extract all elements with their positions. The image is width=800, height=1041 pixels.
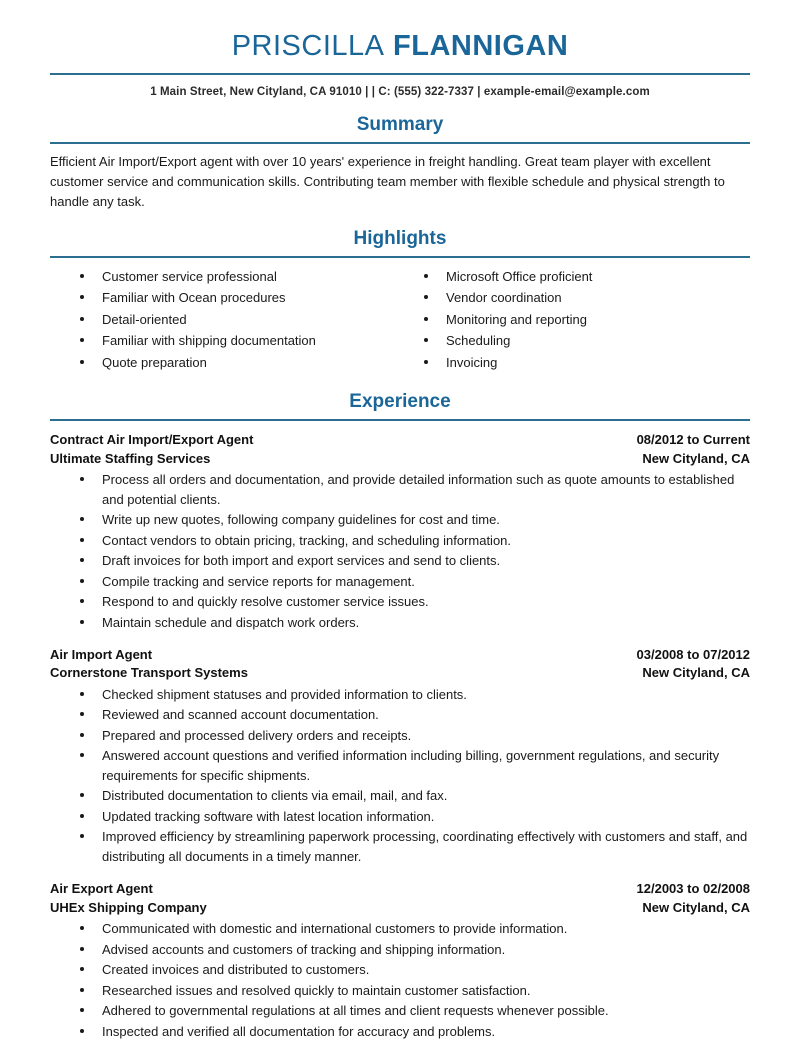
summary-text: Efficient Air Import/Export agent with over 10 years' experience in freight handling. Great team player with excellent customer service and communication skills. Contributing team member with flexible schedule and physical strength to handle any task. (50, 154, 725, 209)
job-responsibility (78, 827, 750, 866)
job-responsibility (78, 786, 750, 806)
job-title: Air Import Agent (50, 647, 153, 662)
job-responsibility-text: Draft invoices for both import and export services and send to clients. (102, 553, 501, 568)
bullet-icon (424, 274, 428, 278)
job-responsibility-text: Write up new quotes, following company guidelines for cost and time. (102, 512, 500, 527)
job-responsibility-text: Process all orders and documentation, and provide detailed information such as quote amounts to established and potential clients. (102, 472, 735, 507)
job-responsibility-text: Maintain schedule and dispatch work orders. (102, 614, 360, 630)
highlight-item-text: Detail-oriented (102, 311, 187, 327)
job-location: New Cityland, CA (642, 450, 750, 466)
highlight-item (422, 311, 750, 329)
job-responsibility (78, 685, 750, 705)
job-company-row (50, 899, 750, 917)
job-dates: 12/2003 to 02/2008 (636, 881, 750, 897)
job-responsibility-list (50, 685, 750, 867)
job-responsibility (78, 726, 750, 746)
highlight-item (78, 311, 400, 329)
job-responsibility-text: Respond to and quickly resolve customer service issues. (102, 594, 429, 609)
job-responsibility-text: Communicated with domestic and international customers to provide information. (102, 921, 568, 937)
bullet-icon (424, 338, 428, 342)
bullet-icon (80, 988, 84, 992)
job-responsibility-text: Created invoices and distributed to customers. (102, 962, 370, 978)
job-title-row (50, 646, 750, 664)
highlight-item-text: Microsoft Office proficient (446, 268, 593, 284)
bullet-icon (80, 793, 84, 797)
highlight-item (422, 289, 750, 307)
job-responsibility (78, 960, 750, 980)
highlight-item-text: Quote preparation (102, 354, 207, 370)
bullet-icon (80, 599, 84, 603)
section-title-summary: Summary (356, 114, 444, 136)
contact-info: 1 Main Street, New Cityland, CA 91010 | | C: (555) 322-7337 | example-email@example.com (150, 86, 650, 99)
job-dates: 03/2008 to 07/2012 (636, 647, 750, 662)
bullet-icon (80, 692, 84, 696)
job-company: UHEx Shipping Company (50, 899, 207, 915)
highlight-item (422, 268, 750, 286)
bullet-icon (80, 295, 84, 299)
highlights-list-right (422, 268, 750, 372)
bullet-icon (80, 753, 84, 757)
job-location: New Cityland, CA (642, 665, 750, 681)
job-responsibility (78, 510, 750, 530)
job-company: Ultimate Staffing Services (50, 450, 211, 466)
bullet-icon (80, 967, 84, 971)
bullet-icon (80, 538, 84, 542)
bullet-icon (80, 517, 84, 521)
highlight-item-text: Monitoring and reporting (446, 311, 587, 327)
job-dates: 08/2012 to Current (636, 432, 750, 448)
highlights-list-left (78, 268, 400, 372)
highlights-column-right (400, 268, 750, 376)
job-responsibility-text: Contact vendors to obtain pricing, tracking, and scheduling information. (102, 532, 512, 548)
highlight-item-text: Familiar with Ocean procedures (102, 290, 286, 306)
job-responsibility (78, 572, 750, 592)
job-location: New Cityland, CA (642, 899, 750, 915)
job-responsibility (78, 1022, 750, 1041)
highlight-item-text: Vendor coordination (446, 290, 562, 306)
job-company: Cornerstone Transport Systems (50, 665, 248, 681)
section-highlights (50, 228, 750, 376)
job-responsibility-list (50, 919, 750, 1041)
highlight-item (78, 332, 400, 350)
highlight-item-text: Customer service professional (102, 268, 277, 284)
experience-entry (50, 880, 750, 1041)
job-responsibility-text: Prepared and processed delivery orders and receipts. (102, 727, 412, 743)
job-responsibility-text: Researched issues and resolved quickly to maintain customer satisfaction. (102, 982, 531, 998)
job-responsibility-text: Advised accounts and customers of tracking and shipping information. (102, 941, 506, 957)
job-title-row (50, 880, 750, 898)
section-experience (50, 391, 750, 1041)
highlight-item-text: Invoicing (446, 354, 498, 370)
job-responsibility-text: Updated tracking software with latest location information. (102, 808, 435, 824)
highlight-item-text: Scheduling (446, 333, 511, 349)
highlight-item (78, 289, 400, 307)
bullet-icon (80, 338, 84, 342)
job-responsibility (78, 919, 750, 939)
section-title-highlights: Highlights (353, 227, 447, 249)
bullet-icon (80, 477, 84, 481)
highlight-item (78, 354, 400, 372)
bullet-icon (424, 360, 428, 364)
highlights-column-left (50, 268, 400, 376)
bullet-icon (80, 1029, 84, 1033)
job-company-row (50, 664, 750, 682)
experience-body (50, 421, 750, 1041)
bullet-icon (80, 274, 84, 278)
bullet-icon (80, 834, 84, 838)
highlight-item (78, 268, 400, 286)
bullet-icon (80, 558, 84, 562)
job-responsibility-text: Inspected and verified all documentation for accuracy and problems. (102, 1023, 496, 1039)
highlight-item-text: Familiar with shipping documentation (102, 333, 316, 349)
highlights-body (50, 258, 750, 376)
highlight-item (422, 332, 750, 350)
job-responsibility-text: Compile tracking and service reports for management. (102, 573, 415, 589)
bullet-icon (80, 926, 84, 930)
bullet-icon (424, 295, 428, 299)
job-responsibility-text: Adhered to governmental regulations at all times and client requests whenever possible. (102, 1003, 609, 1019)
job-responsibility (78, 1001, 750, 1021)
job-title-row (50, 431, 750, 449)
bullet-icon (424, 317, 428, 321)
job-title: Air Export Agent (50, 881, 153, 897)
bullet-icon (80, 814, 84, 818)
job-responsibility (78, 613, 750, 633)
summary-body (50, 144, 750, 212)
last-name: FLANNIGAN (393, 30, 569, 62)
bullet-icon (80, 620, 84, 624)
job-responsibility (78, 746, 750, 785)
job-responsibility (78, 551, 750, 571)
job-responsibility-text: Improved efficiency by streamlining paperwork processing, coordinating effectively with customers and staff, and distributing all documents in a timely manner. (102, 829, 748, 864)
bullet-icon (80, 733, 84, 737)
job-responsibility-text: Distributed documentation to clients via email, mail, and fax. (102, 788, 448, 804)
job-responsibility (78, 592, 750, 612)
resume-header (50, 0, 750, 63)
job-responsibility (78, 807, 750, 827)
bullet-icon (80, 712, 84, 716)
highlights-columns (50, 266, 750, 376)
candidate-name (50, 30, 750, 63)
job-title: Contract Air Import/Export Agent (50, 432, 254, 448)
job-responsibility-text: Reviewed and scanned account documentation. (102, 707, 379, 723)
job-company-row (50, 450, 750, 468)
bullet-icon (80, 360, 84, 364)
job-responsibility-text: Answered account questions and verified information including billing, government regulations, and security requirements for specific shipments. (102, 748, 720, 783)
job-responsibility (78, 470, 750, 509)
job-responsibility-list (50, 470, 750, 632)
job-responsibility (78, 940, 750, 960)
bullet-icon (80, 1008, 84, 1012)
job-responsibility-text: Checked shipment statuses and provided information to clients. (102, 686, 467, 702)
highlight-item (422, 354, 750, 372)
bullet-icon (80, 579, 84, 583)
bullet-icon (80, 947, 84, 951)
experience-entry (50, 646, 750, 866)
job-responsibility (78, 531, 750, 551)
section-summary (50, 114, 750, 211)
job-responsibility (78, 705, 750, 725)
job-responsibility (78, 981, 750, 1001)
bullet-icon (80, 317, 84, 321)
experience-entry (50, 431, 750, 632)
section-title-experience: Experience (349, 391, 451, 413)
first-name: PRISCILLA (231, 30, 385, 62)
